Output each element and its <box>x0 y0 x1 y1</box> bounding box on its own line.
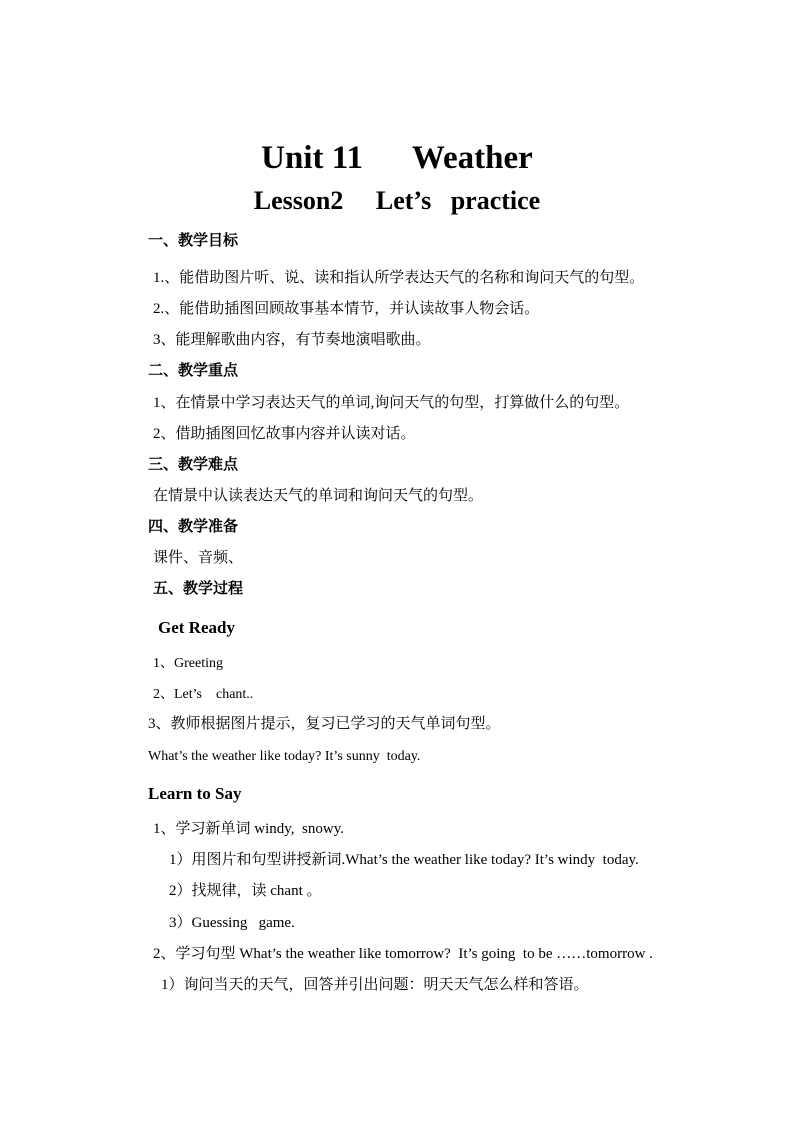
document-title: Unit 11 Weather <box>261 140 533 176</box>
key-point-item-2: 2、借助插图回忆故事内容并认读对话。 <box>153 426 416 442</box>
learn-item-1-sub-1: 1）用图片和句型讲授新词.What’s the weather like today? It’s windy today. <box>169 852 639 868</box>
heading-learn-to-say: Learn to Say <box>148 784 242 803</box>
section-heading-objectives: 一、教学目标 <box>148 233 239 249</box>
preparation-item-1: 课件、音频、 <box>153 550 244 566</box>
heading-get-ready: Get Ready <box>158 618 235 637</box>
learn-item-2: 2、学习句型 What’s the weather like tomorrow? It’s going to be ……tomorrow . <box>153 946 653 962</box>
get-ready-item-3: 3、教师根据图片提示，复习已学习的天气单词句型。 <box>148 716 501 732</box>
document-subtitle: Lesson2 Let’s practice <box>253 186 541 215</box>
difficulty-item-1: 在情景中认读表达天气的单词和询问天气的句型。 <box>153 488 484 504</box>
section-heading-key-points: 二、教学重点 <box>148 363 239 379</box>
get-ready-item-4: What’s the weather like today? It’s sunny today. <box>148 749 421 764</box>
section-heading-difficulties: 三、教学难点 <box>148 457 239 473</box>
key-point-item-1: 1、在情景中学习表达天气的单词,询问天气的句型，打算做什么的句型。 <box>153 395 630 411</box>
learn-item-2-sub-1: 1）询问当天的天气，回答并引出问题：明天天气怎么样和答语。 <box>161 977 589 993</box>
objective-item-3: 3、能理解歌曲内容，有节奏地演唱歌曲。 <box>153 332 431 348</box>
learn-item-1-sub-3: 3）Guessing game. <box>169 915 295 931</box>
get-ready-item-1: 1、Greeting <box>153 656 223 671</box>
objective-item-1: 1.、能借助图片听、说、读和指认所学表达天气的名称和询问天气的句型。 <box>153 270 645 286</box>
section-heading-preparation: 四、教学准备 <box>148 519 239 535</box>
learn-item-1: 1、学习新单词 windy, snowy. <box>153 821 344 837</box>
learn-item-1-sub-2: 2）找规律，读 chant 。 <box>169 883 322 899</box>
get-ready-item-2: 2、Let’s chant.. <box>153 687 254 702</box>
objective-item-2: 2.、能借助插图回顾故事基本情节，并认读故事人物会话。 <box>153 301 540 317</box>
section-heading-process: 五、教学过程 <box>153 581 244 597</box>
